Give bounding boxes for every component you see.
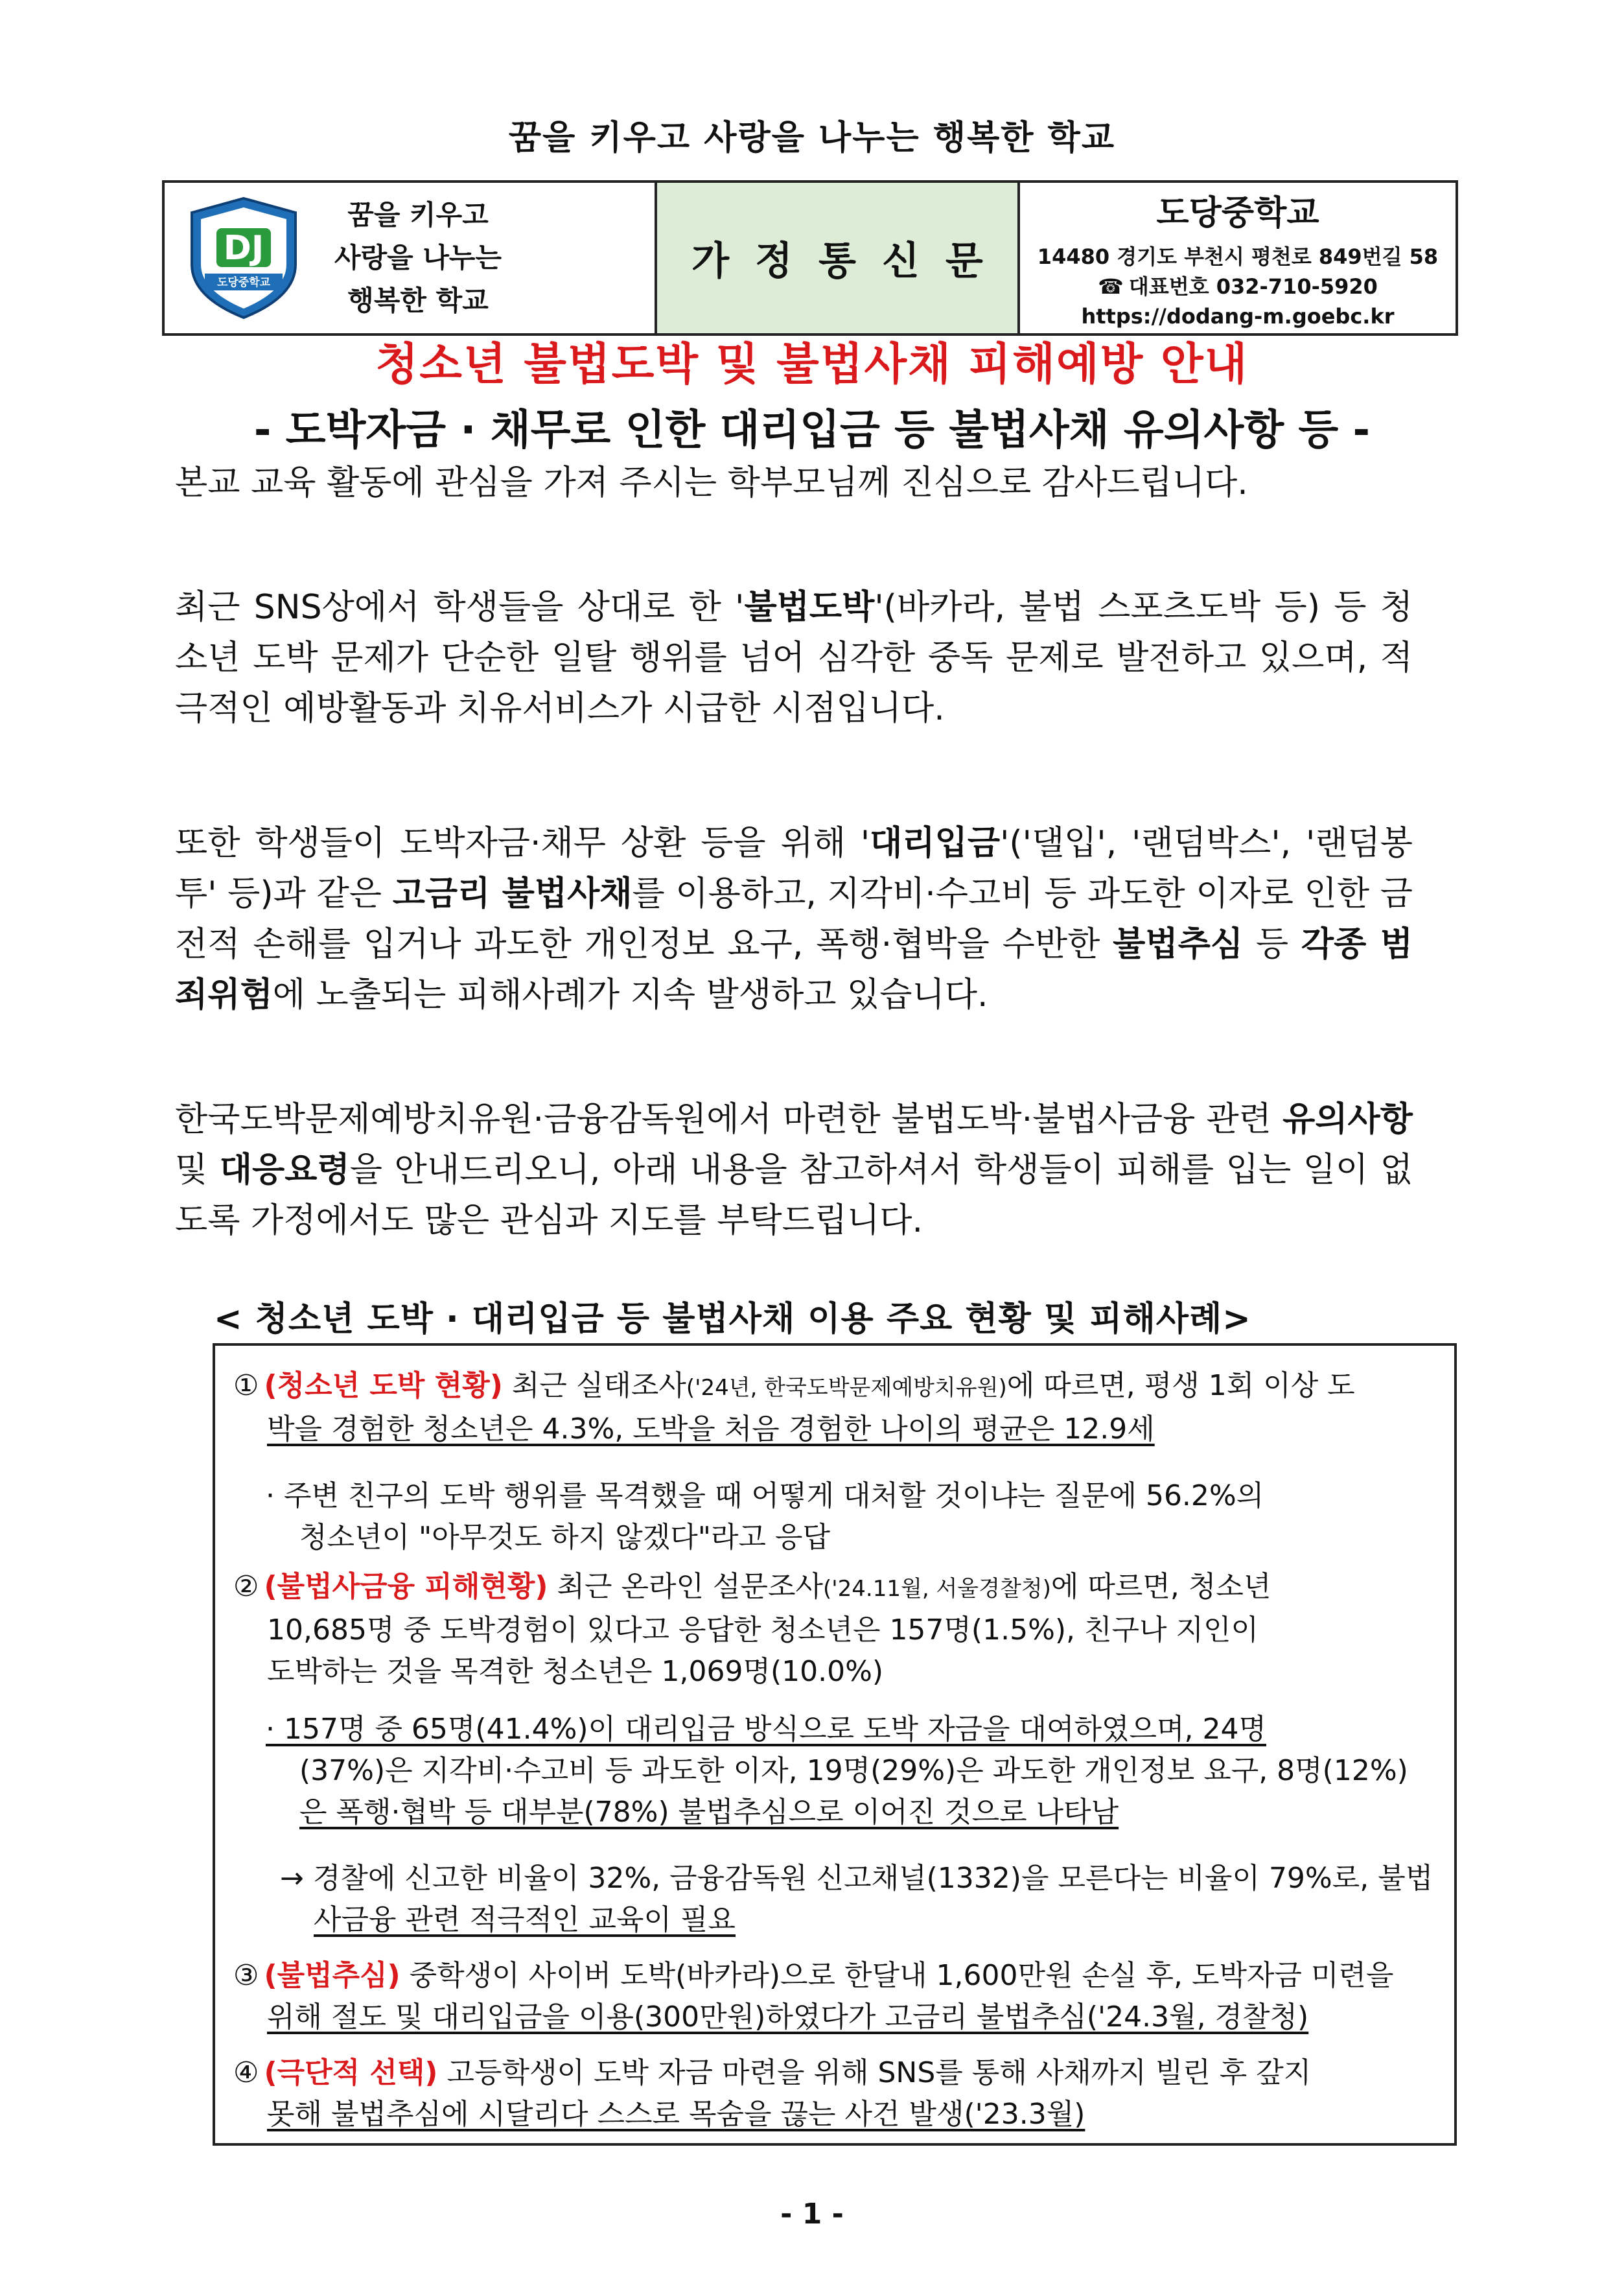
case-item-3: ③ (불법추심) 중학생이 사이버 도박(바카라)으로 한달내 1,600만원 손실 후, 도박자금 미련을 위해 절도 및 대리입금을 이용(300만원)하였다가 고금리 불법추심('24.3월, 경찰청) bbox=[233, 1959, 1394, 2034]
svg-text:DJ: DJ bbox=[223, 229, 264, 268]
school-website[interactable]: https://dodang-m.goebc.kr bbox=[1081, 303, 1395, 329]
case-item-2-conclusion: → 경찰에 신고한 비율이 32%, 금융감독원 신고채널(1332)을 모른다는 비율이 79%로, 불법 사금융 관련 적극적인 교육이 필요 bbox=[280, 1862, 1433, 1936]
header-left-cell bbox=[165, 183, 657, 333]
phone-icon: ☎ bbox=[1098, 274, 1124, 299]
section-title: < 청소년 도박 · 대리입금 등 불법사채 이용 주요 현황 및 피해사례> bbox=[214, 1300, 1251, 1339]
header-slogan bbox=[334, 194, 502, 322]
slogan-line: 사랑을 나누는 bbox=[334, 242, 502, 274]
intro-paragraph: 본교 교육 활동에 관심을 가져 주시는 학부모님께 진심으로 감사드립니다. bbox=[175, 463, 1248, 502]
case-item-1-detail: · 주변 친구의 도박 행위를 목격했을 때 어떻게 대처할 것이냐는 질문에 56.2%의 청소년이 "아무것도 하지 않겠다"라고 응답 bbox=[266, 1479, 1264, 1554]
case-item-4: ④ (극단적 선택) 고등학생이 도박 자금 마련을 위해 SNS를 통해 사채까지 빌린 후 갚지 못해 불법추심에 시달리다 스스로 목숨을 끊는 사건 발생('23.3월) bbox=[233, 2056, 1312, 2131]
cases-box bbox=[213, 1343, 1457, 2146]
case-item-2-detail: · 157명 중 65명(41.4%)이 대리입금 방식으로 도박 자금을 대여하였으며, 24명 (37%)은 지각비·수고비 등 과도한 이자, 19명(29%)은 과도한 개인정보 요구, 8명(12%) 은 폭행·협박 등 대부분(78%) 불법추심으로 이어진 것으로 나타남 bbox=[266, 1713, 1408, 1829]
header-school-info bbox=[1020, 183, 1456, 333]
header-newsletter-cell bbox=[657, 183, 1020, 333]
paragraph-proxy-deposit: 또한 학생들이 도박자금·채무 상환 등을 위해 '대리입금'('댈입', '랜덤박스', '랜덤봉투' 등)과 같은 고금리 불법사채를 이용하고, 지각비·수고비 등 과도한 이자로 인한 금전적 손해를 입거나 과도한 개인정보 요구, 폭행·협박을 수반한 불법추심 등 각종 범죄위험에 노출되는 피해사례가 지속 발생하고 있습니다. bbox=[175, 824, 1413, 1014]
case-item-2: ② (불법사금융 피해현황) 최근 온라인 설문조사('24.11월, 서울경찰청)에 따르면, 청소년 10,685명 중 도박경험이 있다고 응답한 청소년은 157명(1.5%), 친구나 지인이 도박하는 것을 목격한 청소년은 1,069명(10.0%) bbox=[233, 1570, 1271, 1688]
school-address: 14480 경기도 부천시 평천로 849번길 58 bbox=[1037, 244, 1439, 269]
notice-subtitle: - 도박자금 · 채무로 인한 대리입금 등 불법사채 유의사항 등 - bbox=[253, 406, 1371, 454]
phone-text: 대표번호 032-710-5920 bbox=[1128, 274, 1378, 299]
newsletter-header bbox=[162, 180, 1458, 336]
school-motto: 꿈을 키우고 사랑을 나누는 행복한 학교 bbox=[508, 119, 1116, 158]
newsletter-label: 가정통신문 bbox=[691, 239, 1009, 284]
paragraph-guidance: 한국도박문제예방치유원·금융감독원에서 마련한 불법도박·불법사금융 관련 유의사항 및 대응요령을 안내드리오니, 아래 내용을 참고하셔서 학생들이 피해를 입는 일이 없도록 가정에서도 많은 관심과 지도를 부탁드립니다. bbox=[175, 1100, 1413, 1240]
svg-text:도당중학교: 도당중학교 bbox=[216, 276, 271, 289]
school-name: 도당중학교 bbox=[1156, 193, 1319, 233]
school-phone bbox=[1098, 272, 1378, 301]
slogan-line: 꿈을 키우고 bbox=[347, 199, 489, 231]
case-item-1: ① (청소년 도박 현황) 최근 실태조사('24년, 한국도박문제예방치유원)에 따르면, 평생 1회 이상 도 박을 경험한 청소년은 4.3%, 도박을 처음 경험한 나이의 평균은 12.9세 bbox=[233, 1369, 1355, 1446]
school-logo bbox=[179, 193, 308, 323]
slogan-line: 행복한 학교 bbox=[347, 285, 489, 316]
paragraph-gambling: 최근 SNS상에서 학생들을 상대로 한 '불법도박'(바카라, 불법 스포츠도박 등) 등 청소년 도박 문제가 단순한 일탈 행위를 넘어 심각한 중독 문제로 발전하고 있으며, 적극적인 예방활동과 치유서비스가 시급한 시점입니다. bbox=[175, 588, 1413, 728]
page-number: - 1 - bbox=[780, 2198, 844, 2231]
notice-title: 청소년 불법도박 및 불법사채 피해예방 안내 bbox=[375, 339, 1249, 390]
